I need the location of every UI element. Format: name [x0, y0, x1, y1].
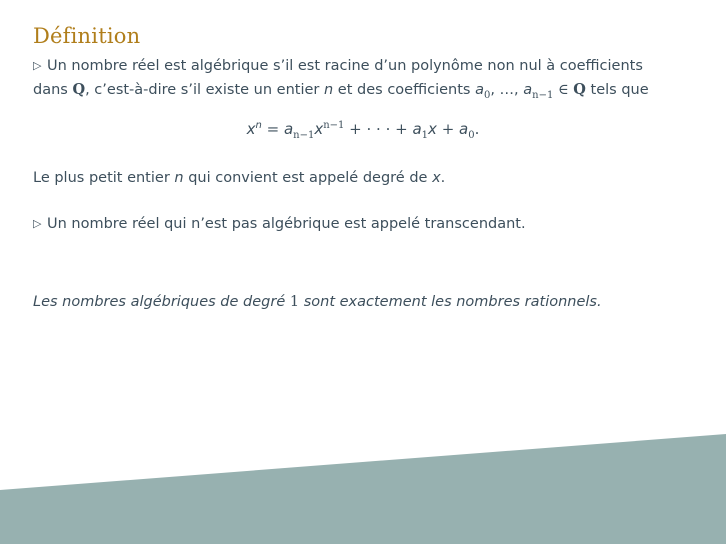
triangle-bullet-icon: ▷ — [33, 217, 42, 230]
f-sup-n-1: n−1 — [323, 120, 345, 131]
f-sup-n: n — [255, 120, 262, 131]
math-Q: Q — [72, 81, 86, 98]
f-dots: · · · — [366, 120, 391, 138]
math-n: n — [324, 82, 334, 98]
f-a: a — [412, 120, 422, 138]
degree-text-c: . — [440, 170, 446, 186]
remark-text-a: Les nombres algébriques de degré — [33, 294, 290, 310]
f-a: a — [283, 120, 294, 138]
degree-text-a: Le plus petit entier — [33, 170, 175, 186]
definition-text-1: Un nombre réel est algébrique s’il est racine d’un polynôme non nul à coefficients — [47, 58, 643, 74]
f-end: . — [474, 120, 480, 138]
f-plus: + — [436, 120, 460, 138]
math-n: n — [174, 170, 184, 186]
math-sub-n-1: n−1 — [532, 89, 554, 101]
math-a: a — [523, 82, 533, 98]
math-one: 1 — [289, 294, 300, 310]
slide-title: Définition — [33, 24, 141, 48]
band-shape — [0, 434, 726, 544]
math-x: x — [432, 170, 441, 186]
f-sub-1: 1 — [421, 130, 429, 141]
f-eq: = — [261, 120, 284, 138]
math-Q: Q — [573, 81, 586, 98]
degree-text-b: qui convient est appelé degré de — [183, 170, 433, 186]
math-sub-0: 0 — [483, 89, 491, 101]
transcendant-text: Un nombre réel qui n’est pas algébrique est appelé transcendant. — [47, 216, 526, 232]
remark-text-b: sont exactement les nombres rationnels. — [299, 294, 602, 310]
f-x: x — [246, 120, 256, 138]
text-sep: , …, — [490, 82, 524, 98]
math-a: a — [475, 82, 484, 98]
math-in: ∈ — [553, 82, 574, 98]
f-x: x — [314, 120, 324, 138]
triangle-bullet-icon: ▷ — [33, 59, 42, 72]
text-tels-que: tels que — [585, 82, 649, 98]
text-cest-a-dire: , c’est-à-dire s’il existe un entier — [85, 82, 324, 98]
f-sub-0: 0 — [468, 130, 475, 141]
f-plus: + — [390, 120, 413, 138]
f-a: a — [459, 120, 469, 138]
f-x: x — [428, 120, 437, 138]
f-plus: + — [344, 120, 367, 138]
text-dans: dans — [33, 82, 73, 98]
text-coefficients: et des coefficients — [333, 82, 476, 98]
f-sub-n-1: n−1 — [293, 130, 315, 141]
